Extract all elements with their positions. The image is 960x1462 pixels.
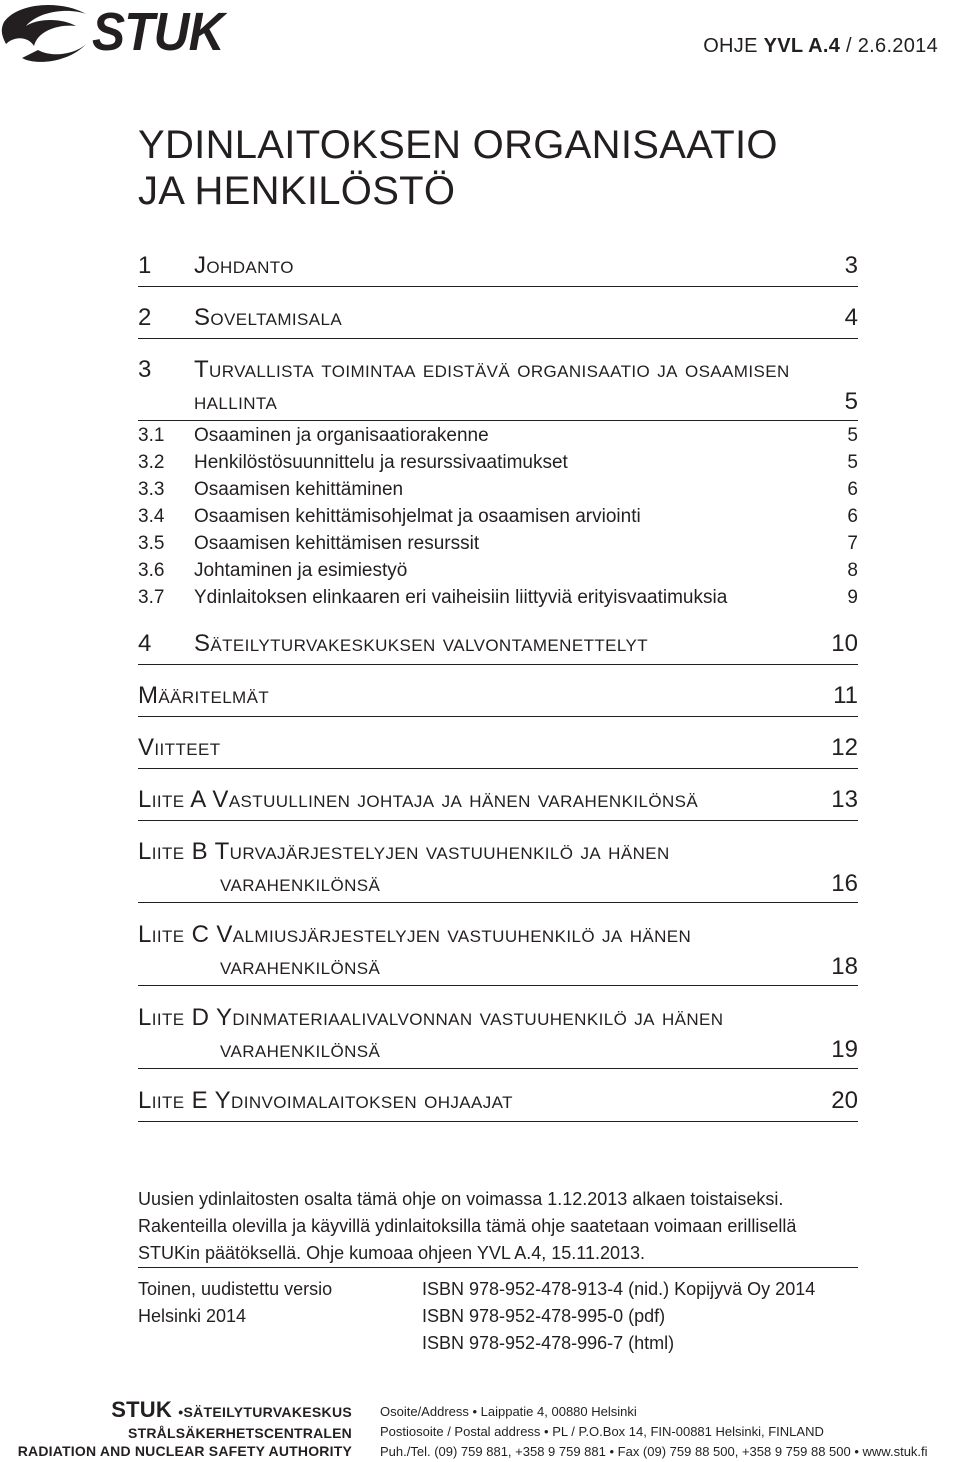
toc-subentry-3-2[interactable]: 3.2 Henkilöstösuunnittelu ja resurssivaatimukset 5	[138, 452, 858, 473]
toc-subentry-3-6[interactable]: 3.6 Johtaminen ja esimiestyö 8	[138, 560, 858, 581]
toc-subentry-3-5[interactable]: 3.5 Osaamisen kehittämisen resurssit 7	[138, 533, 858, 554]
toc-entry-2[interactable]: 2 Soveltamisala 4	[138, 304, 858, 339]
isbn-info: ISBN 978-952-478-913-4 (nid.) Kopijyvä Oy 2014 ISBN 978-952-478-995-0 (pdf) ISBN 978-952-478-996-7 (html)	[422, 1279, 816, 1353]
footer-contact: Osoite/Address • Laippatie 4, 00880 Helsinki Postiosoite / Postal address • PL / P.O.Box 14, FIN-00881 Helsinki, FINLAND Puh./Tel. (09) 759 881, +358 9 759 881 • Fax (09) 759 88 500, +358 9 759 88 500 • www.stuk.fi	[380, 1402, 928, 1462]
toc-entry-4[interactable]: 4 Säteilyturvakeskuksen valvontamenettelyt 10	[138, 630, 858, 665]
toc-entry-1[interactable]: 1 Johdanto 3	[138, 252, 858, 287]
divider	[138, 1267, 858, 1268]
toc-entry-appendix-e[interactable]: Liite E Ydinvoimalaitoksen ohjaajat 20	[138, 1087, 858, 1122]
document-code: OHJE YVL A.4 / 2.6.2014	[703, 35, 938, 57]
toc-subentry-3-4[interactable]: 3.4 Osaamisen kehittämisohjelmat ja osaamisen arviointi 6	[138, 506, 858, 527]
edition-info: Toinen, uudistettu versio Helsinki 2014	[138, 1279, 333, 1326]
toc-subentry-3-7[interactable]: 3.7 Ydinlaitoksen elinkaaren eri vaiheisiin liittyviä erityisvaatimuksia 9	[138, 587, 858, 608]
validity-statement: Uusien ydinlaitosten osalta tämä ohje on voimassa 1.12.2013 alkaen toistaiseksi. Rakenteilla olevilla ja käyvillä ydinlaitoksilla tämä ohje saatetaan voimaan erillisellä STUKin päätöksellä. Ohje kumoaa ohjeen YVL A.4, 15.11.2013.	[138, 1189, 797, 1263]
toc-entry-definitions[interactable]: Määritelmät 11	[138, 682, 858, 717]
toc-entry-appendix-d[interactable]: Liite D Ydinmateriaalivalvonnan vastuuhenkilö ja hänen varahenkilönsä 19	[138, 1004, 858, 1069]
toc-entry-appendix-c[interactable]: Liite C Valmiusjärjestelyjen vastuuhenkilö ja hänen varahenkilönsä 18	[138, 921, 858, 986]
toc-subentry-3-1[interactable]: 3.1 Osaaminen ja organisaatiorakenne 5	[138, 425, 858, 446]
footer-phone-web[interactable]: Puh./Tel. (09) 759 881, +358 9 759 881 • Fax (09) 759 88 500, +358 9 759 88 500 • www.stuk.fi	[380, 1444, 928, 1459]
toc-subentry-3-3[interactable]: 3.3 Osaamisen kehittäminen 6	[138, 479, 858, 500]
footer-stuk: STUK	[111, 1397, 172, 1422]
toc-entry-appendix-b[interactable]: Liite B Turvajärjestelyjen vastuuhenkilö ja hänen varahenkilönsä 16	[138, 838, 858, 903]
toc-entry-references[interactable]: Viitteet 12	[138, 734, 858, 769]
toc-entry-3[interactable]: 3 Turvallista toimintaa edistävä organisaatio ja osaamisen hallinta 5	[138, 356, 858, 421]
page-title: YDINLAITOKSEN ORGANISAATIO JA HENKILÖSTÖ	[138, 123, 778, 213]
footer-organization: STUK •SÄTEILYTURVAKESKUS STRÅLSÄKERHETSCENTRALEN RADIATION AND NUCLEAR SAFETY AUTHORITY	[17, 1397, 352, 1459]
toc-entry-appendix-a[interactable]: Liite A Vastuullinen johtaja ja hänen varahenkilönsä 13	[138, 786, 858, 821]
logo-wordmark: STUK	[92, 2, 224, 62]
